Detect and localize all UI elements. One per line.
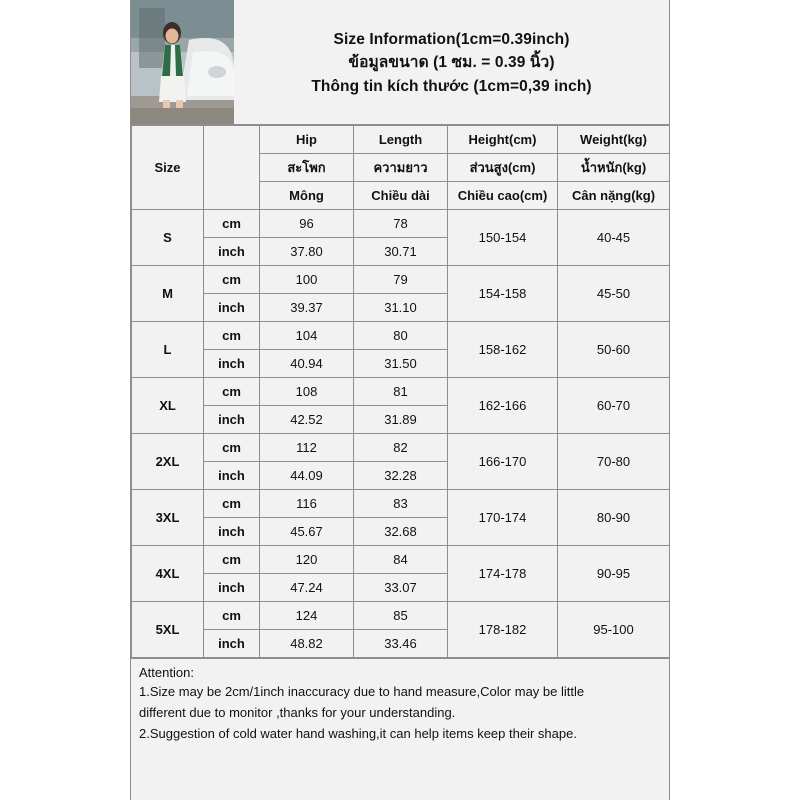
- header-length-th: ความยาว: [354, 154, 448, 182]
- cell-length-cm: 85: [354, 602, 448, 630]
- cell-hip-cm: 120: [260, 546, 354, 574]
- cell-weight: 60-70: [558, 378, 670, 434]
- cell-height: 158-162: [448, 322, 558, 378]
- cell-hip-inch: 48.82: [260, 630, 354, 658]
- header-hip-vi: Mông: [260, 182, 354, 210]
- row-size-5xl: 5XL: [132, 602, 204, 658]
- unit-inch: inch: [204, 462, 260, 490]
- attention-title: Attention:: [139, 665, 194, 680]
- table-header-row-en: [132, 126, 670, 154]
- cell-weight: 50-60: [558, 322, 670, 378]
- cell-hip-inch: 37.80: [260, 238, 354, 266]
- cell-hip-inch: 42.52: [260, 406, 354, 434]
- table-row: [132, 322, 670, 350]
- header-unit-spacer: [204, 126, 260, 210]
- cell-length-cm: 84: [354, 546, 448, 574]
- header-weight-vi: Cân nặng(kg): [558, 182, 670, 210]
- row-size-m: M: [132, 266, 204, 322]
- title-vi: Thông tin kích thước (1cm=0,39 inch): [311, 77, 592, 95]
- row-size-2xl: 2XL: [132, 434, 204, 490]
- unit-inch: inch: [204, 630, 260, 658]
- size-table: [131, 125, 670, 658]
- cell-length-cm: 78: [354, 210, 448, 238]
- row-size-l: L: [132, 322, 204, 378]
- cell-hip-cm: 104: [260, 322, 354, 350]
- unit-cm: cm: [204, 490, 260, 518]
- header-height-vi: Chiều cao(cm): [448, 182, 558, 210]
- cell-weight: 95-100: [558, 602, 670, 658]
- cell-length-cm: 81: [354, 378, 448, 406]
- cell-height: 170-174: [448, 490, 558, 546]
- unit-inch: inch: [204, 350, 260, 378]
- chart-header: [131, 0, 669, 125]
- unit-inch: inch: [204, 574, 260, 602]
- title-th: ข้อมูลขนาด (1 ซม. = 0.39 นิ้ว): [348, 54, 555, 72]
- cell-height: 162-166: [448, 378, 558, 434]
- cell-hip-cm: 96: [260, 210, 354, 238]
- cell-weight: 80-90: [558, 490, 670, 546]
- table-row: [132, 378, 670, 406]
- row-size-xl: XL: [132, 378, 204, 434]
- cell-length-inch: 32.28: [354, 462, 448, 490]
- header-hip-en: Hip: [260, 126, 354, 154]
- cell-weight: 40-45: [558, 210, 670, 266]
- header-length-vi: Chiều dài: [354, 182, 448, 210]
- row-size-4xl: 4XL: [132, 546, 204, 602]
- attention-line-3: 2.Suggestion of cold water hand washing,it can help items keep their shape.: [139, 725, 577, 741]
- unit-cm: cm: [204, 266, 260, 294]
- table-row: [132, 546, 670, 574]
- cell-length-inch: 33.46: [354, 630, 448, 658]
- cell-hip-inch: 39.37: [260, 294, 354, 322]
- cell-hip-cm: 112: [260, 434, 354, 462]
- size-chart-card: [130, 0, 670, 800]
- title-en: Size Information(1cm=0.39inch): [333, 30, 570, 48]
- attention-line-2: different due to monitor ,thanks for your understanding.: [139, 704, 456, 720]
- cell-length-inch: 31.50: [354, 350, 448, 378]
- cell-length-inch: 33.07: [354, 574, 448, 602]
- cell-hip-inch: 40.94: [260, 350, 354, 378]
- attention-block: [131, 658, 669, 800]
- cell-length-inch: 31.89: [354, 406, 448, 434]
- cell-length-inch: 31.10: [354, 294, 448, 322]
- cell-length-inch: 32.68: [354, 518, 448, 546]
- cell-weight: 70-80: [558, 434, 670, 490]
- unit-cm: cm: [204, 210, 260, 238]
- table-row: [132, 210, 670, 238]
- cell-hip-inch: 45.67: [260, 518, 354, 546]
- attention-line-1: 1.Size may be 2cm/1inch inaccuracy due to hand measure,Color may be little: [139, 684, 585, 699]
- unit-inch: inch: [204, 518, 260, 546]
- cell-length-cm: 82: [354, 434, 448, 462]
- table-row: [132, 266, 670, 294]
- cell-hip-inch: 44.09: [260, 462, 354, 490]
- table-row: [132, 434, 670, 462]
- cell-length-cm: 80: [354, 322, 448, 350]
- row-size-s: S: [132, 210, 204, 266]
- cell-length-cm: 79: [354, 266, 448, 294]
- header-height-th: ส่วนสูง(cm): [448, 154, 558, 182]
- header-height-en: Height(cm): [448, 126, 558, 154]
- cell-height: 178-182: [448, 602, 558, 658]
- table-row: [132, 490, 670, 518]
- cell-length-cm: 83: [354, 490, 448, 518]
- header-length-en: Length: [354, 126, 448, 154]
- cell-hip-cm: 124: [260, 602, 354, 630]
- unit-inch: inch: [204, 406, 260, 434]
- unit-cm: cm: [204, 378, 260, 406]
- unit-inch: inch: [204, 294, 260, 322]
- cell-hip-cm: 116: [260, 490, 354, 518]
- table-row: [132, 602, 670, 630]
- cell-length-inch: 30.71: [354, 238, 448, 266]
- cell-height: 154-158: [448, 266, 558, 322]
- unit-cm: cm: [204, 434, 260, 462]
- header-title-block: [234, 0, 669, 124]
- model-photo: [131, 0, 234, 124]
- unit-inch: inch: [204, 238, 260, 266]
- header-hip-th: สะโพก: [260, 154, 354, 182]
- cell-hip-cm: 108: [260, 378, 354, 406]
- cell-height: 150-154: [448, 210, 558, 266]
- unit-cm: cm: [204, 322, 260, 350]
- cell-height: 166-170: [448, 434, 558, 490]
- unit-cm: cm: [204, 602, 260, 630]
- header-weight-th: น้ำหนัก(kg): [558, 154, 670, 182]
- cell-weight: 45-50: [558, 266, 670, 322]
- cell-hip-inch: 47.24: [260, 574, 354, 602]
- unit-cm: cm: [204, 546, 260, 574]
- cell-weight: 90-95: [558, 546, 670, 602]
- cell-height: 174-178: [448, 546, 558, 602]
- cell-hip-cm: 100: [260, 266, 354, 294]
- row-size-3xl: 3XL: [132, 490, 204, 546]
- header-weight-en: Weight(kg): [558, 126, 670, 154]
- header-size-label: Size: [132, 126, 204, 210]
